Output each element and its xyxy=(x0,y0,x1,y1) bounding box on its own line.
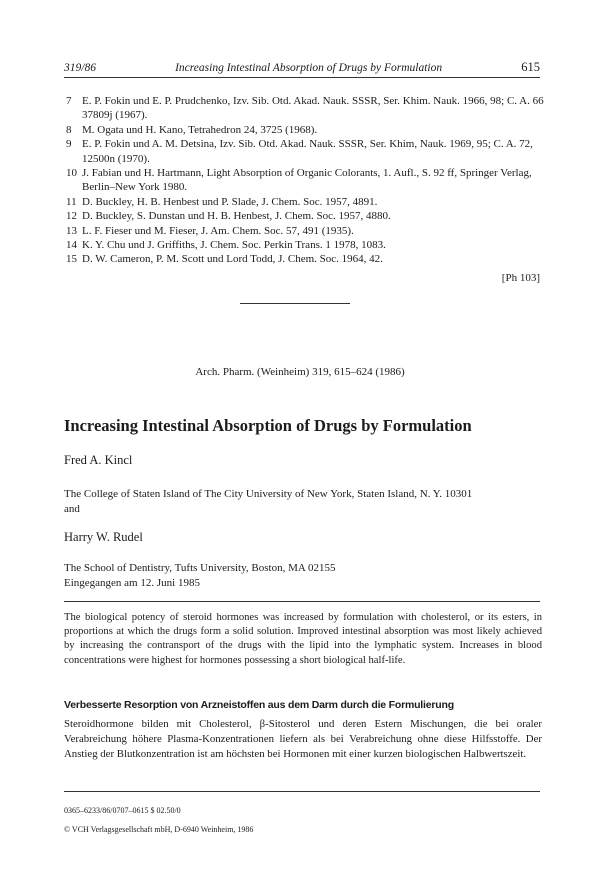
reference-item xyxy=(66,94,544,123)
reference-number: 13 xyxy=(66,224,77,237)
author-name: Fred A. Kincl xyxy=(64,453,133,467)
running-head xyxy=(64,60,540,75)
received-date: Eingegangen am 12. Juni 1985 xyxy=(64,576,200,589)
reference-text: M. Ogata und H. Kano, Tetrahedron 24, 3725 (1968). xyxy=(82,123,318,136)
reference-number: 10 xyxy=(66,167,77,180)
abstract-rule xyxy=(64,601,540,602)
reference-item xyxy=(66,123,544,137)
reference-number: 11 xyxy=(66,195,77,208)
reference-number: 9 xyxy=(66,138,72,151)
author-affiliation xyxy=(64,487,544,516)
running-title: Increasing Intestinal Absorption of Drugs by Formulation xyxy=(175,62,443,74)
german-abstract-title: Verbesserte Resorption von Arzneistoffen aus dem Darm durch die Formulierung xyxy=(64,699,454,711)
author-name: Harry W. Rudel xyxy=(64,530,143,544)
journal-citation: Arch. Pharm. (Weinheim) 319, 615–624 (1986) xyxy=(195,366,405,378)
affiliation-text: The College of Staten Island of The City University of New York, Staten Island, N. Y. 10301 xyxy=(64,488,473,500)
reference-item xyxy=(66,166,544,195)
header-rule xyxy=(64,77,540,78)
page-number: 615 xyxy=(521,60,540,74)
issue-number: 319/86 xyxy=(64,62,96,74)
manuscript-code: [Ph 103] xyxy=(501,272,540,284)
reference-number: 8 xyxy=(66,123,72,136)
reference-text: D. Buckley, S. Dunstan und H. B. Henbest, J. Chem. Soc. 1957, 4880. xyxy=(82,210,391,223)
reference-text: D. Buckley, H. B. Henbest und P. Slade, J. Chem. Soc. 1957, 4891. xyxy=(82,195,378,208)
author-affiliation xyxy=(64,561,544,590)
footer-rule xyxy=(64,791,540,792)
reference-item xyxy=(66,252,544,266)
reference-item xyxy=(66,137,544,166)
reference-text: K. Y. Chu und J. Griffiths, J. Chem. Soc. Perkin Trans. 1 1978, 1083. xyxy=(82,239,386,252)
reference-list xyxy=(66,94,544,267)
reference-number: 7 xyxy=(66,95,72,107)
reference-item xyxy=(66,238,544,252)
reference-text: L. F. Fieser und M. Fieser, J. Am. Chem. Soc. 57, 491 (1935). xyxy=(82,224,354,237)
reference-item xyxy=(66,209,544,223)
german-abstract-text: Steroidhormone bilden mit Cholesterol, β-Sitosterol und deren Estern Mischungen, die bei oraler Verabreichung höhere Plasma-Konzentrationen liefern als bei Verabreichung ohne diese Hilfsstoffe. Der Anstieg der Blutkonzentration ist am höchsten bei Hormonen mit einer kurzen biologischen Halbwertszeit. xyxy=(64,718,542,760)
article-title: Increasing Intestinal Absorption of Drugs by Formulation xyxy=(64,416,472,435)
reference-item xyxy=(66,224,544,238)
reference-number: 12 xyxy=(66,210,77,223)
reference-text: E. P. Fokin und E. P. Prudchenko, Izv. Sib. Otd. Akad. Nauk. SSSR, Ser. Khim. Nauk. 1966, 98; C. A. 66 37809j (1967). xyxy=(82,95,544,122)
conjunction-text: and xyxy=(64,502,80,515)
issn-code: 0365–6233/86/0707–0615 $ 02.50/0 xyxy=(64,806,181,815)
reference-number: 15 xyxy=(66,253,77,266)
reference-text: E. P. Fokin und A. M. Detsina, Izv. Sib. Otd. Akad. Nauk. SSSR, Ser. Khim, Nauk. 1969, 95; C. A. 72, 12500n (1970). xyxy=(82,138,533,165)
reference-number: 14 xyxy=(66,239,77,252)
reference-item xyxy=(66,195,544,209)
section-divider xyxy=(240,303,350,304)
reference-text: D. W. Cameron, P. M. Scott und Lord Todd, J. Chem. Soc. 1964, 42. xyxy=(82,253,383,266)
abstract-text: The biological potency of steroid hormones was increased by formulation with cholesterol, or its esters, in proportions at which the drugs form a solid solution. Improved intestinal absorption was most likely achieved by increasing the contransport of the drugs with the lipid into the lymphatic system. Increases in blood concentrations were highest for hormones possessing a short biological half-life. xyxy=(64,612,542,666)
affiliation-text: The School of Dentistry, Tufts University, Boston, MA 02155 xyxy=(64,562,336,574)
copyright-notice: © VCH Verlagsgesellschaft mbH, D-6940 Weinheim, 1986 xyxy=(64,825,254,834)
reference-text: J. Fabian und H. Hartmann, Light Absorption of Organic Colorants, 1. Aufl., S. 92 ff, Springer Verlag, Berlin–New York 1980. xyxy=(82,167,532,194)
